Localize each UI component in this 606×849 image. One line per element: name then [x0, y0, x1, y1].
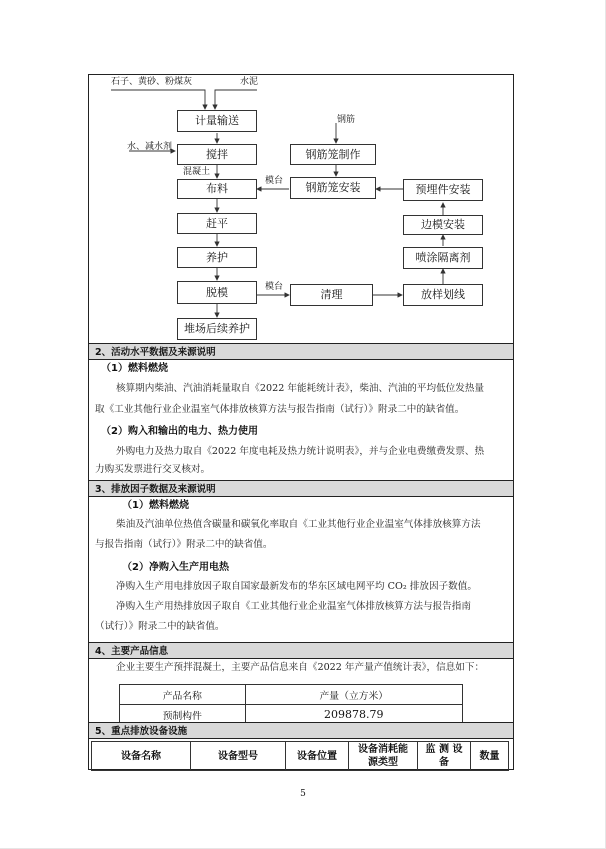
section-2-sub2: （2）购入和输出的电力、热力使用 [101, 426, 258, 437]
box-embedded-install: 预埋件安装 [403, 179, 483, 201]
section-4-header: 4、主要产品信息 [89, 642, 513, 659]
box-cage-making: 钢筋笼制作 [290, 144, 376, 165]
section-2-para1-line1: 核算期内柴油、汽油消耗量取自《2022 年能耗统计表》，柴油、汽油的平均低位发热量 [116, 383, 485, 394]
section-3-para1-line2: 与报告指南（试行）》附录二中的缺省值。 [95, 539, 273, 550]
section-5-header: 5、重点排放设备设施 [89, 722, 513, 739]
box-distributing: 布料 [177, 179, 257, 199]
box-release-agent: 喷涂隔离剂 [403, 247, 483, 269]
equip-header-energy-line2: 源类型 [368, 757, 398, 768]
input-cement: 水泥 [240, 77, 259, 87]
equip-header-location: 设备位置 [286, 742, 349, 771]
box-cleaning: 清理 [290, 284, 373, 306]
product-header-output: 产量（立方米） [245, 685, 462, 705]
process-flowchart [89, 75, 513, 345]
section-3-sub2: （2）净购入生产用电热 [122, 562, 229, 573]
box-side-mold-install: 边模安装 [403, 215, 483, 235]
box-layout-marking: 放样划线 [403, 284, 483, 306]
section-2-para2-line1: 外购电力及热力取自《2022 年度电耗及热力统计说明表》，并与企业电费缴费发票、热 [116, 446, 485, 457]
box-leveling: 赶平 [177, 213, 257, 234]
equip-header-count: 数量 [471, 742, 509, 771]
input-stone-sand-flyash: 石子、黄砂、粉煤灰 [111, 77, 193, 87]
equip-header-monitor-line1: 监 测 设 [425, 744, 463, 755]
section-3-para3-line2: （试行）》附录二中的缺省值。 [95, 621, 225, 632]
section-2-para1-line2: 取《工业其他行业企业温室气体排放核算方法与报告指南（试行）》附录二中的缺省值。 [95, 404, 465, 415]
section-3-para1-line1: 柴油及汽油单位热值含碳量和碳氧化率取自《工业其他行业企业温室气体排放核算方法 [116, 519, 481, 530]
edge-label-concrete: 混凝土 [183, 167, 211, 177]
box-cage-install: 钢筋笼安装 [290, 177, 376, 199]
edge-label-mold-table-2: 模台 [265, 282, 284, 292]
input-water-reducer: 水、减水剂 [127, 142, 173, 152]
equip-header-energy [349, 742, 418, 771]
table-row [120, 685, 463, 705]
section-3-sub1: （1）燃料燃烧 [122, 500, 189, 511]
report-table-frame [88, 74, 514, 770]
box-metering: 计量输送 [177, 110, 257, 132]
section-3-header: 3、排放因子数据及来源说明 [89, 480, 513, 497]
box-mixing: 搅拌 [177, 144, 257, 165]
section-3-para3-line1: 净购入生产用热排放因子取自《工业其他行业企业温室气体排放核算方法与报告指南 [116, 601, 471, 612]
product-header-name: 产品名称 [120, 685, 246, 705]
equipment-table [91, 741, 509, 771]
product-table [119, 684, 463, 725]
equip-header-monitor [418, 742, 471, 771]
box-demolding: 脱模 [177, 281, 257, 304]
box-curing: 养护 [177, 247, 257, 268]
section-2-header: 2、活动水平数据及来源说明 [89, 343, 513, 360]
equip-header-monitor-line2: 备 [439, 757, 449, 768]
section-3-para2-line1: 净购入生产用电排放因子取自国家最新发布的华东区域电网平均 CO₂ 排放因子数值。 [116, 581, 477, 592]
section-2-para2-line2: 力购买发票进行交叉核对。 [95, 464, 211, 475]
section-4-intro: 企业主要生产预拌混凝土，主要产品信息来自《2022 年产量产值统计表》，信息如下： [116, 662, 485, 673]
table-row [92, 742, 509, 771]
box-yard-curing: 堆场后续养护 [177, 318, 257, 340]
equip-header-model: 设备型号 [191, 742, 286, 771]
edge-label-mold-table-1: 模台 [265, 176, 284, 186]
section-2-sub1: （1）燃料燃烧 [101, 363, 168, 374]
page-number: 5 [300, 789, 306, 799]
product-cell-output: 209878.79 [245, 705, 462, 725]
input-steel-bar: 钢筋 [337, 115, 356, 125]
equip-header-name: 设备名称 [92, 742, 191, 771]
equip-header-energy-line1: 设备消耗能 [358, 744, 408, 755]
product-cell-name: 预制构件 [120, 705, 246, 725]
